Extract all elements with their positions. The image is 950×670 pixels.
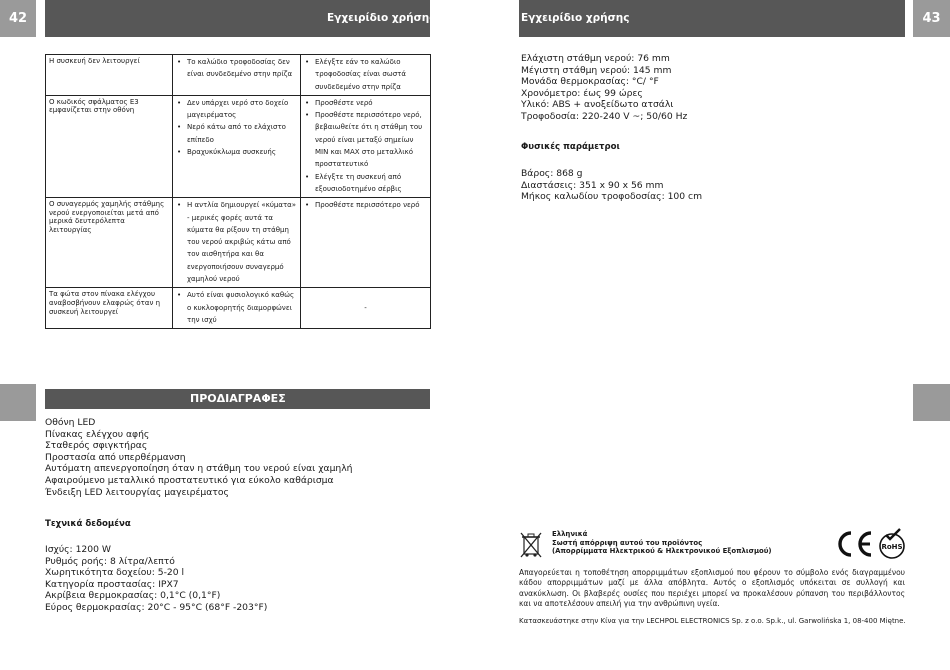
bullet-list xyxy=(304,199,427,211)
bullet-list xyxy=(176,289,297,326)
table-row xyxy=(46,288,431,329)
physical-params-list xyxy=(521,168,702,203)
rohs-icon xyxy=(877,528,907,560)
tech-data-line: Μονάδα θερμοκρασίας: °C/ °F xyxy=(521,76,659,88)
problem-cell: Τα φώτα στον πίνακα ελέγχου αναβοσβήνουν ελαφρώς όταν η συσκευή λειτουργεί xyxy=(46,288,173,329)
bullet-item: • Νερό κάτω από το ελάχιστο επίπεδο xyxy=(176,121,297,146)
solution-cell xyxy=(301,95,431,197)
tech-data-line: Ρυθμός ροής: 8 λίτρα/λεπτό xyxy=(45,555,175,567)
tech-data-line: Κατηγορία προστασίας: IPX7 xyxy=(45,578,179,590)
disposal-heading xyxy=(552,530,772,556)
physical-param-line: Βάρος: 868 g xyxy=(521,168,583,179)
solution-cell xyxy=(301,198,431,288)
disposal-language: Ελληνικά xyxy=(552,530,588,538)
tech-data-line: Εύρος θερμοκρασίας: 20°C - 95°C (68°F -203°F) xyxy=(45,601,268,613)
disposal-text: Απαγορεύεται η τοποθέτηση απορριμμάτων εξοπλισμού που φέρουν το σύμβολο ενός διαγραμμένου κάδου απορριμμάτων μαζί με άλλα απόβλητα. Αυτός ο εξοπλισμός υπόκειται σε συλλογή και ανακύκλωση. Οι βλαβερές ουσίες που περιέχει μπορεί να προκαλέσουν ρύπανση του περιβάλλοντος και να αποτελέσουν απειλή για την ανθρώπινη υγεία. xyxy=(519,568,905,609)
bullet-item: • Προσθέστε νερό xyxy=(304,97,427,109)
tech-data-line: Υλικό: ABS + ανοξείδωτο ατσάλι xyxy=(521,99,674,111)
feature-line: Αφαιρούμενο μεταλλικό προστατευτικό για εύκολο καθάρισμα xyxy=(45,474,334,486)
cause-cell xyxy=(173,55,301,96)
bullet-list xyxy=(176,199,297,285)
right-header-title: Εγχειρίδιο χρήσης xyxy=(521,12,630,24)
disposal-subtitle: (Απορρίμματα Ηλεκτρικού & Ηλεκτρονικού Εξοπλισμού) xyxy=(552,547,772,556)
troubleshooting-table xyxy=(45,54,431,329)
problem-cell: Ο κωδικός σφάλματος E3 εμφανίζεται στην οθόνη xyxy=(46,95,173,197)
feature-line: Αυτόματη απενεργοποίηση όταν η στάθμη του νερού είναι χαμηλή xyxy=(45,463,353,475)
cause-cell xyxy=(173,288,301,329)
tech-data-line: Χωρητικότητα δοχείου: 5-20 l xyxy=(45,567,185,579)
bullet-list xyxy=(304,97,427,195)
features-list xyxy=(45,417,353,498)
tech-data-list xyxy=(45,544,267,614)
cause-cell xyxy=(173,95,301,197)
bullet-list xyxy=(176,97,297,158)
svg-text:RoHS: RoHS xyxy=(881,543,903,551)
cause-cell xyxy=(173,198,301,288)
physical-param-line: Μήκος καλωδίου τροφοδοσίας: 100 cm xyxy=(521,191,703,203)
tech-data-list-continued xyxy=(521,53,687,123)
table-row xyxy=(46,95,431,197)
bullet-item: • Ελέγξτε εάν το καλώδιο τροφοδοσίας είναι σωστά συνδεδεμένο στην πρίζα xyxy=(304,56,427,93)
left-header-title: Εγχειρίδιο χρήσης xyxy=(327,12,436,24)
solution-cell: - xyxy=(301,288,431,329)
bullet-item: • Ελέγξτε τη συσκευή από εξουσιοδοτημένο σέρβις xyxy=(304,171,427,196)
table-row xyxy=(46,55,431,96)
bullet-list xyxy=(304,56,427,93)
ce-mark-icon xyxy=(834,529,874,559)
crossed-bin-icon xyxy=(519,531,543,559)
tech-data-heading: Τεχνικά δεδομένα xyxy=(45,519,131,529)
bullet-item: • Η αντλία δημιουργεί «κύματα» - μερικές φορές αυτά τα κύματα θα ρίξουν τη στάθμη του νερού ακριβώς κάτω από τον αισθητήρα και θα ενεργοποιήσουν συναγερμό χαμηλού νερού xyxy=(176,199,297,285)
feature-line: Ένδειξη LED λειτουργίας μαγειρέματος xyxy=(45,486,229,498)
right-side-tab xyxy=(913,384,950,421)
tech-data-line: Ακρίβεια θερμοκρασίας: 0,1°C (0,1°F) xyxy=(45,590,221,602)
bullet-item: • Βραχυκύκλωμα συσκευής xyxy=(176,146,297,158)
bullet-list xyxy=(176,56,297,81)
bullet-item: • Προσθέστε περισσότερο νερό, βεβαιωθείτε ότι η στάθμη του νερού είναι μεταξύ σημείων MIN και MAX στο μεταλλικό προστατευτικό xyxy=(304,109,427,170)
bullet-item: • Το καλώδιο τροφοδοσίας δεν είναι συνδεδεμένο στην πρίζα xyxy=(176,56,297,81)
table-row xyxy=(46,198,431,288)
tech-data-line: Τροφοδοσία: 220-240 V ~; 50/60 Hz xyxy=(521,110,688,122)
tech-data-line: Ισχύς: 1200 W xyxy=(45,544,111,555)
feature-line: Προστασία από υπερθέρμανση xyxy=(45,451,186,463)
bullet-item: • Προσθέστε περισσότερο νερό xyxy=(304,199,427,211)
feature-line: Οθόνη LED xyxy=(45,417,96,428)
bullet-item: • Αυτό είναι φυσιολογικό καθώς ο κυκλοφορητής διαμορφώνει την ισχύ xyxy=(176,289,297,326)
physical-params-heading: Φυσικές παράμετροι xyxy=(521,142,620,152)
tech-data-line: Χρονόμετρο: έως 99 ώρες xyxy=(521,87,643,99)
left-side-tab xyxy=(0,384,36,421)
specs-section-header: ΠΡΟΔΙΑΓΡΑΦΕΣ xyxy=(45,389,430,409)
disposal-title: Σωστή απόρριψη αυτού του προϊόντος xyxy=(552,538,703,547)
bullet-item: • Δεν υπάρχει νερό στο δοχείο μαγειρέματος xyxy=(176,97,297,122)
physical-param-line: Διαστάσεις: 351 x 90 x 56 mm xyxy=(521,179,664,191)
manufacturer-info: Κατασκευάστηκε στην Κίνα για την LECHPOL ELECTRONICS Sp. z o.o. Sp.k., ul. Garwolińska 1, 08-400 Miętne. xyxy=(519,617,906,625)
problem-cell: Ο συναγερμός χαμηλής στάθμης νερού ενεργοποιείται μετά από μερικά δευτερόλεπτα λειτουργίας xyxy=(46,198,173,288)
tech-data-line: Ελάχιστη στάθμη νερού: 76 mm xyxy=(521,53,670,64)
problem-cell: Η συσκευή δεν λειτουργεί xyxy=(46,55,173,96)
left-page-number: 42 xyxy=(0,0,36,37)
solution-cell xyxy=(301,55,431,96)
tech-data-line: Μέγιστη στάθμη νερού: 145 mm xyxy=(521,64,672,76)
feature-line: Σταθερός σφιγκτήρας xyxy=(45,440,148,452)
right-page-number: 43 xyxy=(913,0,950,37)
feature-line: Πίνακας ελέγχου αφής xyxy=(45,428,150,440)
